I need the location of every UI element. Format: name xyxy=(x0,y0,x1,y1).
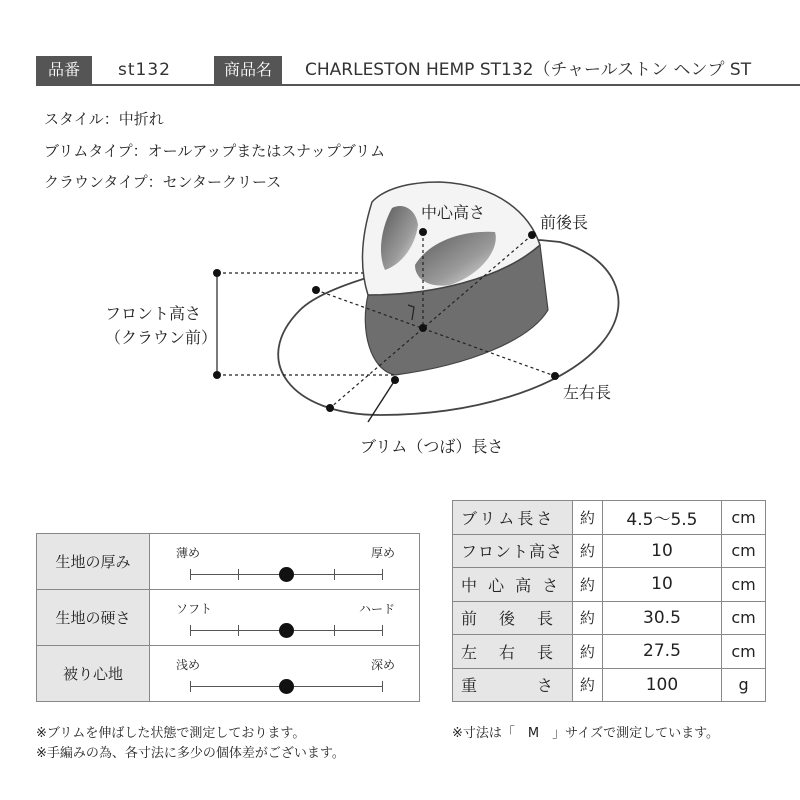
scale-marker xyxy=(279,567,294,582)
texture-row-fit xyxy=(37,646,420,702)
size-value: 100 xyxy=(602,668,721,702)
texture-label: 被り心地 xyxy=(37,646,150,702)
size-row xyxy=(453,635,766,669)
texture-label: 生地の硬さ xyxy=(37,590,150,646)
product-code: st132 xyxy=(118,60,171,80)
label-front-back: 前後長 xyxy=(540,213,589,232)
size-key: フロント高さ xyxy=(453,534,573,568)
product-name: CHARLESTON HEMP ST132（チャールストン ヘンプ ST xyxy=(305,60,752,80)
note-handmade: ※手編みの為、各寸法に多少の個体差がございます。 xyxy=(36,746,345,761)
size-key: 重 さ xyxy=(453,668,573,702)
label-front-height: フロント高さ xyxy=(105,304,202,323)
hat-diagram xyxy=(0,170,800,470)
size-unit: cm xyxy=(722,501,766,535)
size-row xyxy=(453,601,766,635)
product-name-tag: 商品名 xyxy=(214,56,282,84)
texture-scale xyxy=(150,646,420,702)
size-value: 10 xyxy=(602,568,721,602)
size-table xyxy=(452,500,766,702)
header-rule xyxy=(36,84,800,86)
size-value: 27.5 xyxy=(602,635,721,669)
scale-high-label: 厚め xyxy=(370,546,395,560)
size-row xyxy=(453,568,766,602)
size-unit: g xyxy=(722,668,766,702)
texture-label: 生地の厚み xyxy=(37,534,150,590)
scale-low-label: ソフト xyxy=(176,602,213,616)
size-approx: 約 xyxy=(572,601,602,635)
label-left-right: 左右長 xyxy=(563,383,612,402)
size-approx: 約 xyxy=(572,568,602,602)
size-row xyxy=(453,501,766,535)
texture-row-hardness xyxy=(37,590,420,646)
scale-low-label: 浅め xyxy=(176,658,201,672)
spec-style: スタイル：中折れ xyxy=(44,110,164,128)
label-center-height: 中心高さ xyxy=(421,203,486,222)
size-value: 10 xyxy=(602,534,721,568)
size-approx: 約 xyxy=(572,501,602,535)
texture-scale xyxy=(150,534,420,590)
scale-high-label: ハード xyxy=(358,602,395,616)
size-key: 前 後 長 xyxy=(453,601,573,635)
size-row xyxy=(453,668,766,702)
scale-low-label: 薄め xyxy=(176,546,201,560)
size-approx: 約 xyxy=(572,668,602,702)
size-row xyxy=(453,534,766,568)
texture-scale xyxy=(150,590,420,646)
size-unit: cm xyxy=(722,601,766,635)
scale-marker xyxy=(279,623,294,638)
size-key: ブリム長さ xyxy=(453,501,573,535)
scale-marker xyxy=(279,679,294,694)
spec-crown-type: クラウンタイプ：センタークリース xyxy=(44,173,282,191)
size-key: 左 右 長 xyxy=(453,635,573,669)
note-brim: ※ブリムを伸ばした状態で測定しております。 xyxy=(36,726,306,741)
size-approx: 約 xyxy=(572,635,602,669)
scale-high-label: 深め xyxy=(370,658,395,672)
label-brim-length: ブリム（つば）長さ xyxy=(360,437,504,456)
size-key: 中 心 高 さ xyxy=(453,568,573,602)
size-value: 30.5 xyxy=(602,601,721,635)
size-unit: cm xyxy=(722,534,766,568)
label-front-height-note: （クラウン前） xyxy=(105,328,218,347)
size-value: 4.5〜5.5 xyxy=(602,501,721,535)
note-size: ※寸法は「 M 」サイズで測定しています。 xyxy=(452,726,720,741)
texture-table xyxy=(36,533,420,702)
size-unit: cm xyxy=(722,635,766,669)
size-approx: 約 xyxy=(572,534,602,568)
size-unit: cm xyxy=(722,568,766,602)
spec-brim-type: ブリムタイプ：オールアップまたはスナップブリム xyxy=(44,142,386,160)
product-code-tag: 品番 xyxy=(36,56,92,84)
texture-row-thickness xyxy=(37,534,420,590)
